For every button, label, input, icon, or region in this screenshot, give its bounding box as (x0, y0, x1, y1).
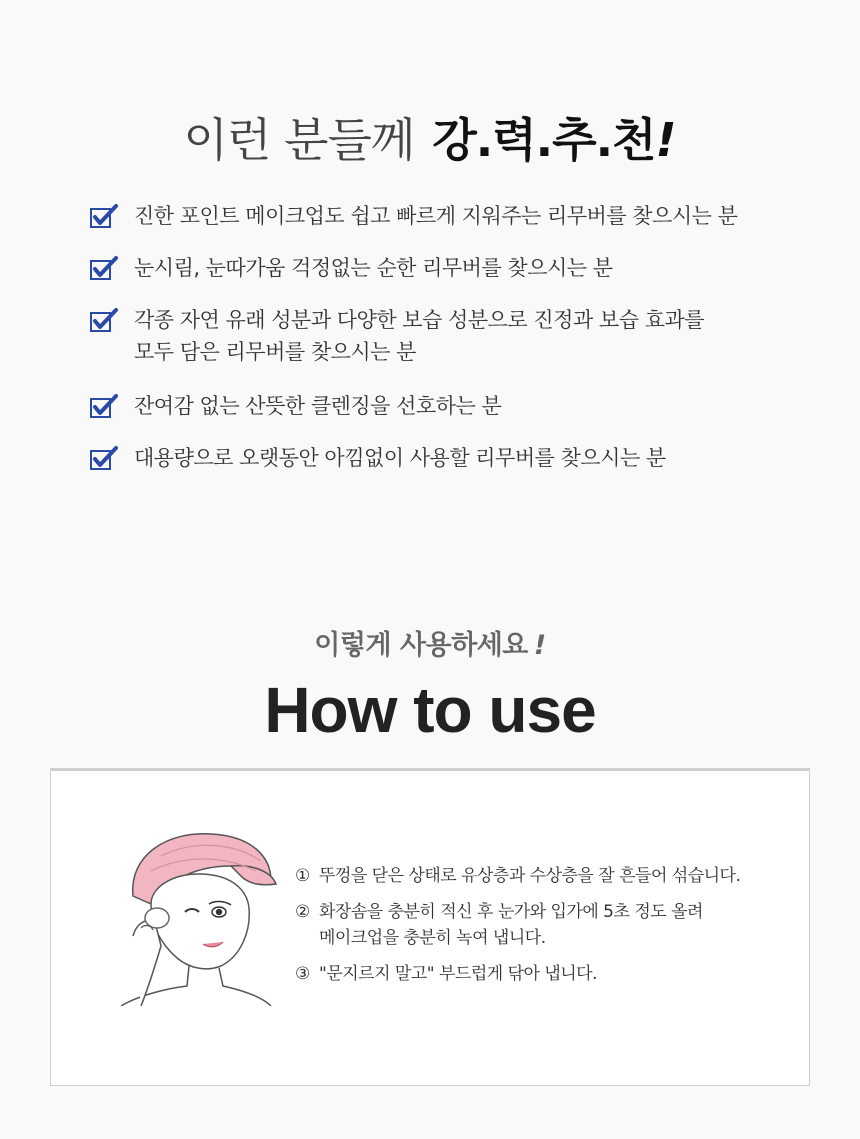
checkbox-check-icon (90, 445, 118, 471)
how-to-use-subtitle: 이렇게 사용하세요 ! (314, 630, 546, 661)
step-text: "문지르지 말고" 부드럽게 닦아 냅니다. (319, 964, 597, 984)
step-item (295, 961, 597, 987)
step-number: ② (295, 902, 310, 922)
recommendation-text: 대용량으로 오랫동안 아낌없이 사용할 리무버를 찾으시는 분 (134, 446, 666, 470)
how-to-use-box (50, 768, 810, 1086)
woman-cotton-pad-illustration (111, 826, 281, 1006)
step-item (295, 863, 740, 889)
checkbox-check-icon (90, 393, 118, 419)
list-item (90, 200, 737, 232)
recommendation-text: 눈시림, 눈따가움 걱정없는 순한 리무버를 찾으시는 분 (134, 256, 613, 280)
step-item (295, 899, 703, 951)
checkbox-check-icon (90, 307, 118, 333)
list-item (90, 442, 666, 474)
list-item (90, 390, 501, 422)
step-text-continued: 메이크업을 충분히 녹여 냅니다. (319, 928, 546, 948)
step-number: ③ (295, 964, 310, 984)
recommendation-text: 각종 자연 유래 성분과 다양한 보습 성분으로 진정과 보습 효과를 모두 담은 리무버를 찾으시는 분 (134, 308, 705, 364)
step-number: ① (295, 866, 310, 886)
recommendation-text: 잔여감 없는 산뜻한 클렌징을 선호하는 분 (134, 394, 502, 418)
checkbox-check-icon (90, 255, 118, 281)
step-text: 뚜껑을 닫은 상태로 유상층과 수상층을 잘 흔들어 섞습니다. (319, 866, 741, 886)
headline (0, 110, 860, 170)
headline-light: 이런 분들께 (183, 113, 415, 167)
subtitle-bang: ! (533, 630, 546, 661)
checkbox-check-icon (90, 203, 118, 229)
how-to-use-title: How to use (264, 674, 596, 746)
list-item (90, 304, 704, 368)
recommendation-text: 진한 포인트 메이크업도 쉽고 빠르게 지워주는 리무버를 찾으시는 분 (134, 204, 738, 228)
headline-bold: 강.력.추.천 (432, 113, 656, 167)
list-item (90, 252, 613, 284)
headline-bang: ! (655, 113, 677, 167)
step-text: 화장솜을 충분히 적신 후 눈가와 입가에 5초 정도 올려 (319, 902, 703, 922)
